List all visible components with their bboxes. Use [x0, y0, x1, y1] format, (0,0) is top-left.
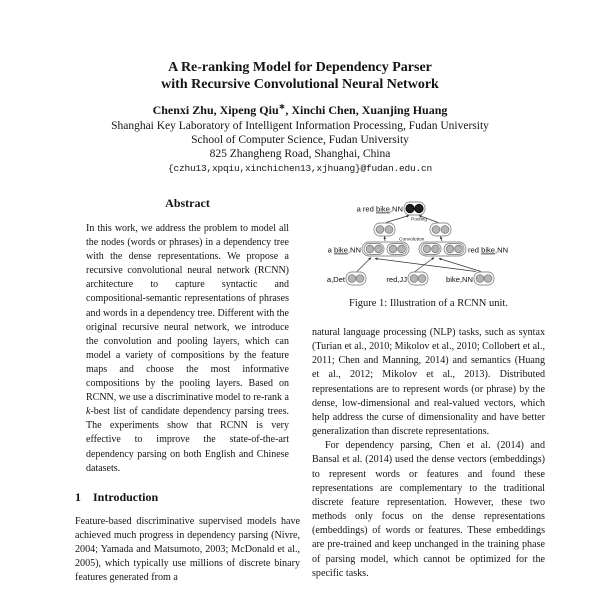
subtree-node-right — [419, 242, 508, 256]
leaf-bike-label: bike,NN — [445, 275, 473, 284]
paper-title — [0, 60, 600, 93]
k-italic: k — [86, 406, 91, 418]
rcnn-diagram — [312, 194, 545, 289]
email-line: {czhu13,xpqiu,xinchichen13,xjhuang}@fudan.edu.cn — [167, 163, 433, 175]
abstract-text — [86, 222, 289, 476]
right-paragraph-1: natural language processing (NLP) tasks, such as syntax (Turian et al., 2010; Mikolov et al., 2010; Collobert et al., 2011; Chen and Manning, 2014) and semantics (Huang et al., 2012; Mikolov et al., 2013). Distributed representations are to represent words (or phrase) by the dense, low-dimensional and real-valued vectors, which help address the curse of dimensionality and have better generalization than discrete representations. — [312, 327, 545, 438]
footnote-marker: ∗ — [278, 102, 286, 111]
leaf-a-label: a,Det — [326, 275, 345, 284]
subtree-node-left — [328, 242, 409, 256]
section-title: Introduction — [93, 489, 159, 504]
section-heading-introduction — [75, 490, 300, 505]
introduction-paragraph: Feature-based discriminative supervised models have achieved much progress in dependency parsing (Nivre, 2004; Yamada and Matsumoto, 2003; McDonald et al., 2005), which typically use millions of discrete binary features generated from a — [75, 515, 300, 584]
affiliation-line-1: Shanghai Key Laboratory of Intelligent Information Processing, Fudan University — [111, 120, 489, 132]
figure-caption: Figure 1: Illustration of a RCNN unit. — [349, 298, 508, 309]
pooling-label: Pooling — [411, 217, 428, 223]
figure-1 — [312, 192, 545, 289]
root-node-label: a red bike,NN — [356, 204, 403, 214]
abstract-text-part2: -best list of candidate dependency parsing trees. The experiments show that RCNN is very effective to improve the state-of-the-art dependency parsing on both English and Chinese datasets. — [86, 406, 289, 474]
leaf-node-red — [386, 272, 428, 285]
right-column — [312, 192, 545, 600]
affiliation-line-3: 825 Zhangheng Road, Shanghai, China — [209, 147, 391, 160]
leaf-node-a — [327, 272, 366, 285]
affiliations — [0, 120, 600, 161]
subtree-right-label: red bike,NN — [468, 245, 509, 255]
authors-pre: Chenxi Zhu, Xipeng Qiu — [152, 103, 279, 117]
convolution-node-left — [374, 223, 395, 236]
root-node — [357, 202, 425, 215]
convolution-node-right — [430, 223, 451, 236]
left-column — [75, 192, 300, 600]
affiliation-line-2: School of Computer Science, Fudan University — [191, 133, 409, 146]
section-number: 1 — [75, 489, 81, 504]
abstract-text-part1: In this work, we address the problem to model all the nodes (words or phrases) in a dependency tree with the dense representations. We propose a recursive convolutional neural network (RCNN) architecture to capture syntactic and compositional-semantic representations of phrases and words in a dependency tree. Different with the original recursive neural network, we introduce the convolution and pooling layers, which can model a variety of compositions by the feature maps and choose the most informative compositions by the pooling layers. Based on RCNN, we use a discriminative model to re-rank a — [86, 223, 289, 404]
convolution-label: Convolution — [399, 237, 425, 243]
paper-title-line2: with Recursive Convolutional Neural Network — [161, 76, 439, 92]
leaf-node-bike — [446, 272, 494, 285]
abstract-heading: Abstract — [165, 196, 210, 210]
author-line — [0, 102, 600, 118]
paper-title-line1: A Re-ranking Model for Dependency Parser — [168, 60, 432, 75]
leaf-red-label: red,JJ — [386, 275, 407, 284]
authors-post: , Xinchi Chen, Xuanjing Huang — [285, 103, 448, 117]
right-paragraph-2: For dependency parsing, Chen et al. (2014) and Bansal et al. (2014) used the dense vectors (embeddings) to represent words or features and found these representations are complementary to the traditional discrete feature representation. However, these two methods only focus on the dense representations (embeddings) of words or features. These embeddings are pre-trained and keep unchanged in the training phase of parsing model, which cannot be optimized for the specific tasks. — [312, 440, 545, 579]
subtree-left-label: a bike,NN — [327, 245, 361, 255]
paper-header — [0, 60, 600, 174]
